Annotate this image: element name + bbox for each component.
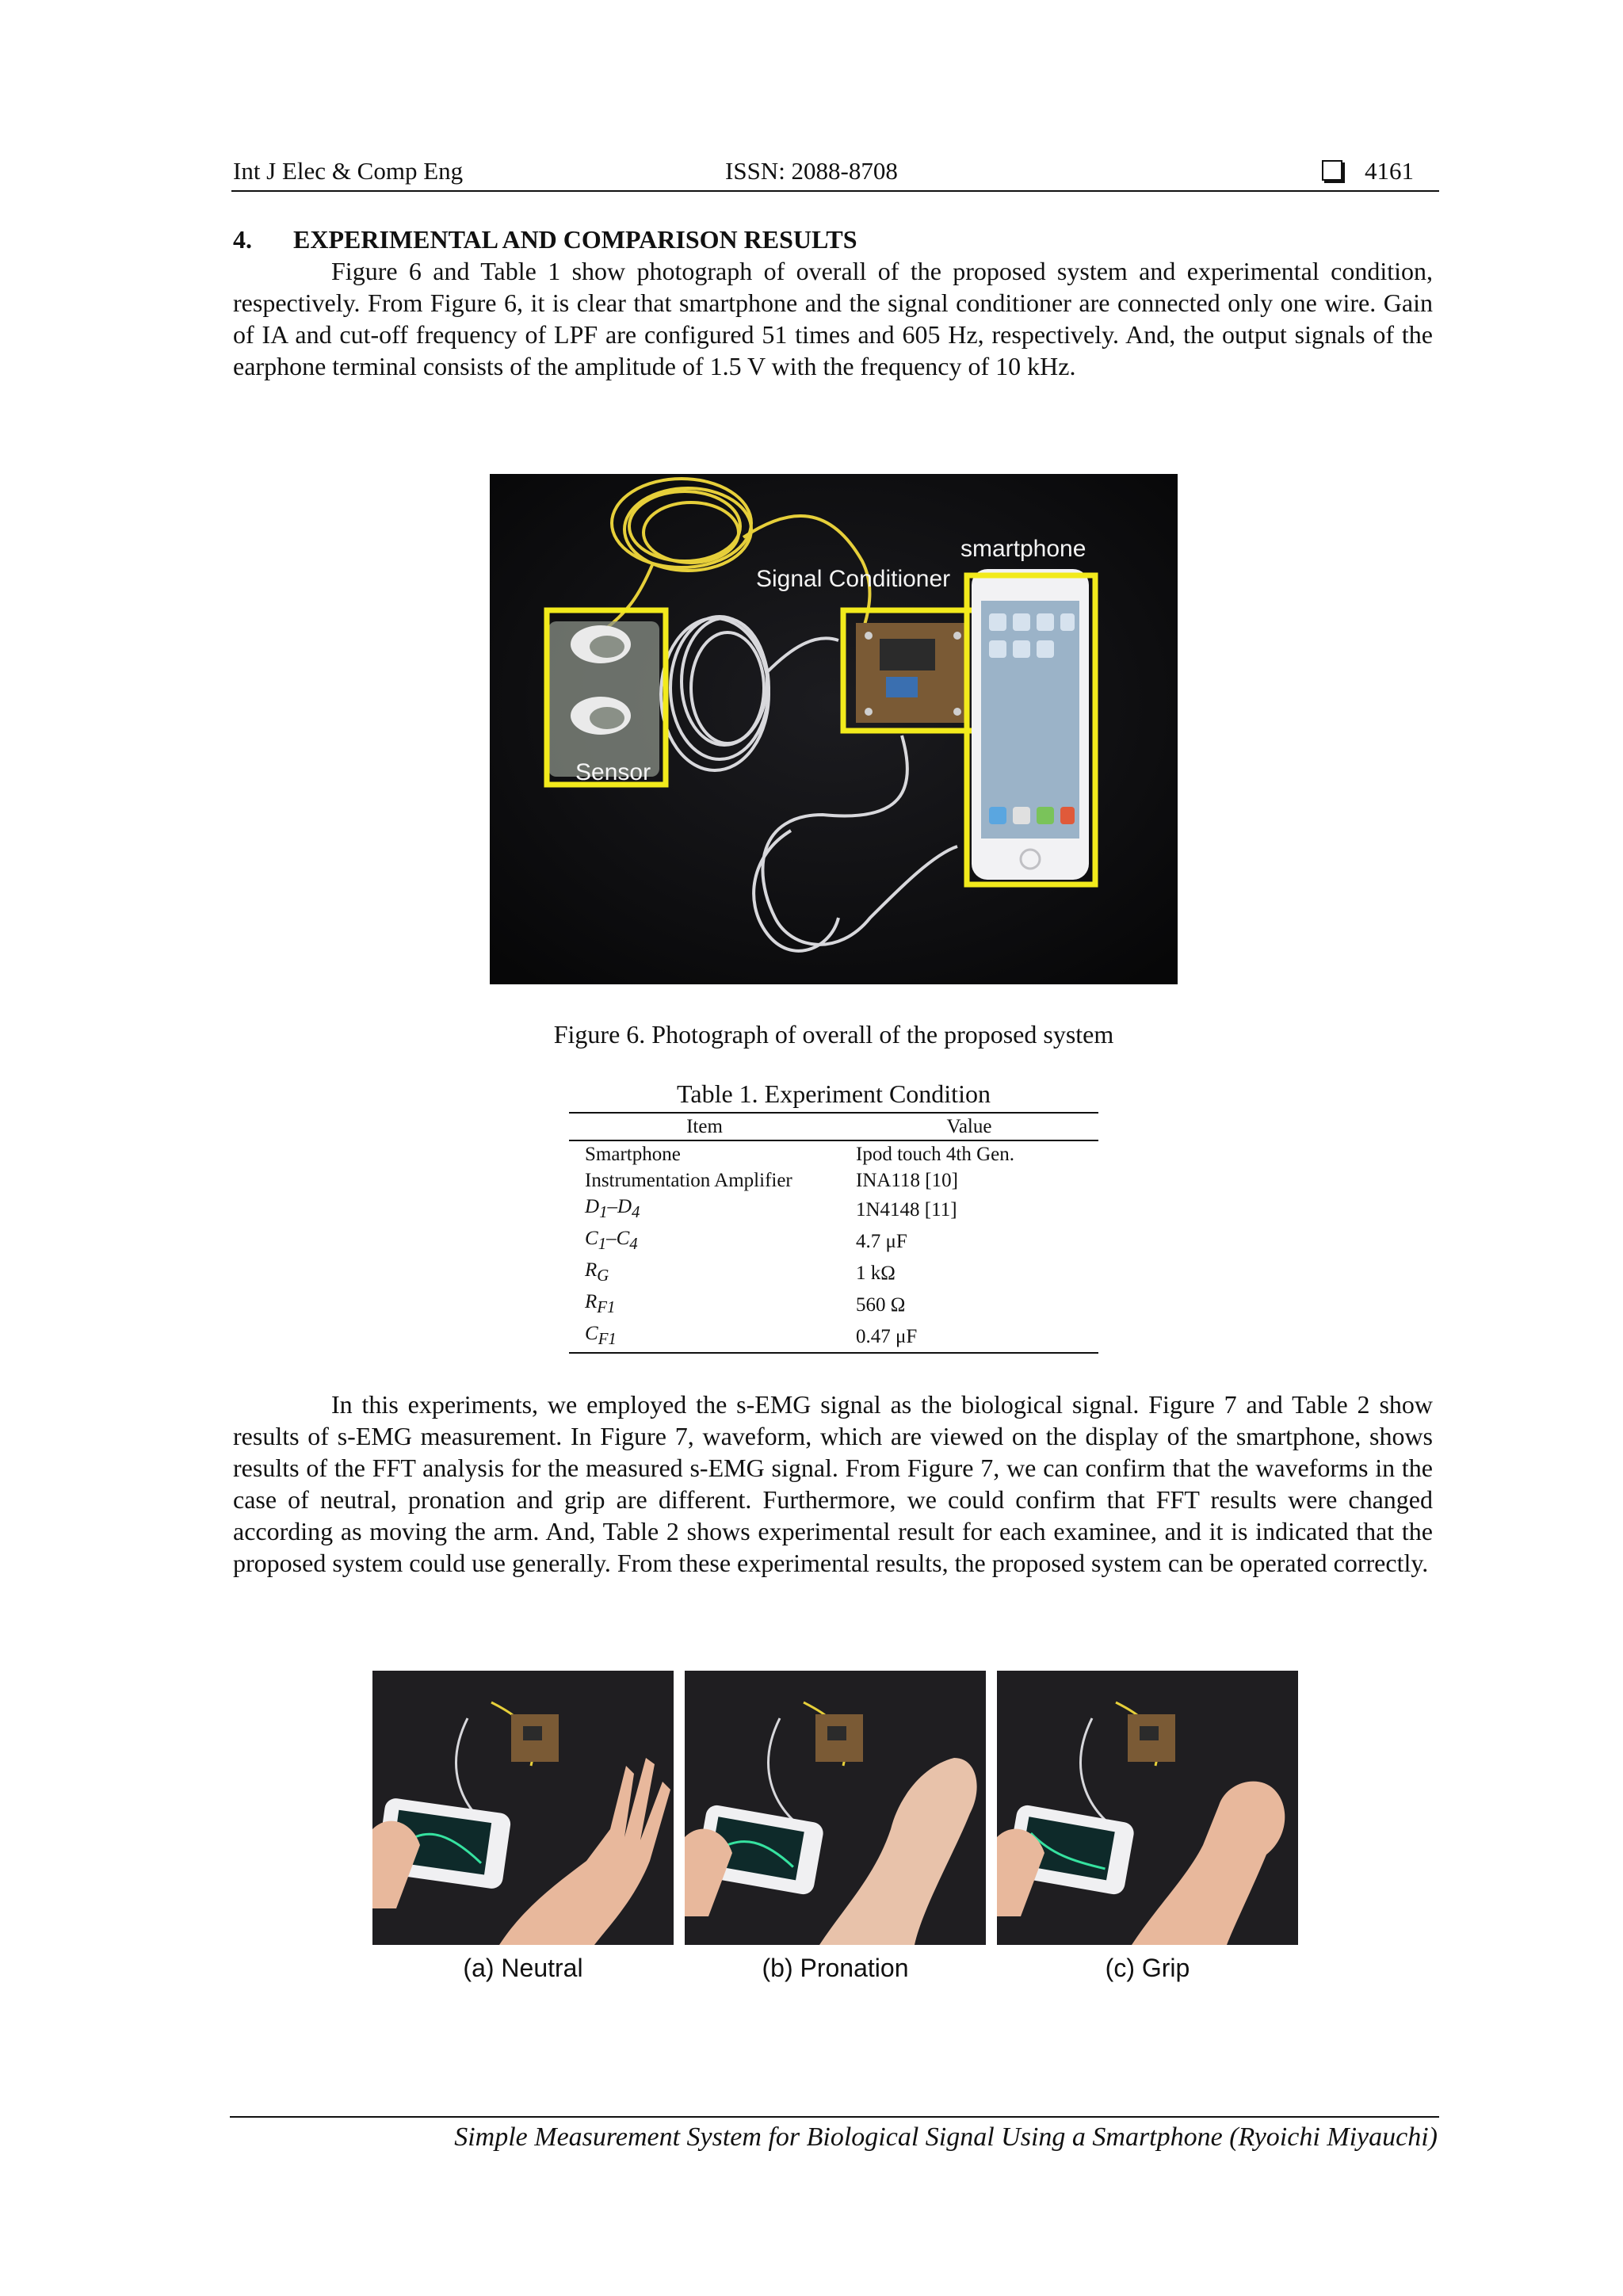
table-header-item: Item (569, 1113, 840, 1140)
table-cell-value: 0.47 μF (840, 1320, 1098, 1353)
running-header-issn: ISSN: 2088-8708 (725, 157, 898, 185)
table-cell-item: Instrumentation Amplifier (585, 1170, 792, 1191)
label-signal-conditioner: Signal Conditioner (756, 566, 951, 592)
pronation-hand-illustration (685, 1671, 986, 1945)
table-row (569, 1194, 1098, 1225)
table-cell-item: Smartphone (585, 1144, 681, 1165)
footer-rule (230, 2116, 1439, 2118)
paragraph-1 (233, 255, 1433, 382)
figure-6-photo (490, 474, 1178, 984)
table-1 (569, 1112, 1098, 1354)
table-header-row (569, 1113, 1098, 1140)
figure-6-caption: Figure 6. Photograph of overall of the proposed system (553, 1020, 1114, 1049)
table-cell-value: 1 kΩ (856, 1262, 896, 1284)
neutral-hand-illustration (372, 1671, 674, 1945)
table-cell-item: $R_G$ (585, 1259, 609, 1285)
page-number: 4161 (1365, 157, 1414, 185)
grip-hand-illustration (997, 1671, 1298, 1945)
table-row (569, 1140, 1098, 1167)
figure-7b-photo (685, 1671, 986, 1945)
paragraph-1-text: Figure 6 and Table 1 show photograph of overall of the proposed system and experimental condition, respectively. From Figure 6, it is clear that smartphone and the signal conditioner are connected only one wire. Gain of IA and cut-off frequency of LPF are configured 51 times and 605 Hz, respectively. And, the output signals of the earphone terminal consists of the amplitude of 1.5 V with the frequency of 10 kHz. (233, 257, 1433, 380)
section-title: EXPERIMENTAL AND COMPARISON RESULTS (293, 225, 857, 254)
table-cell-item: $C_{F1}$ (569, 1320, 840, 1353)
table-row (569, 1257, 1098, 1289)
figure-7c-caption: (c) Grip (1105, 1954, 1190, 1982)
paragraph-2-text: In this experiments, we employed the s-EMG signal as the biological signal. Figure 7 and Table 2 show results of s-EMG measurement. In Figure 7, waveform, which are viewed on the display of the smartphone, shows results of the FFT analysis for the measured s-EMG signal. From Figure 7, we can confirm that the waveforms in the case of neutral, pronation and grip are different. Furthermore, we could confirm that FFT results were changed according as moving the arm. And, Table 2 shows experimental result for each examinee, and it is indicated that the proposed system could use generally. From these experimental results, the proposed system can be operated correctly. (233, 1390, 1433, 1577)
table-cell-value: 4.7 μF (856, 1230, 907, 1252)
table-cell-value: 1N4148 [11] (856, 1198, 957, 1221)
label-smartphone: smartphone (960, 536, 1086, 562)
paragraph-2 (233, 1389, 1433, 1579)
table-cell-item: $D_1-D_4$ (585, 1196, 640, 1221)
table-row (569, 1225, 1098, 1257)
running-header-journal: Int J Elec & Comp Eng (233, 157, 464, 185)
table-row (569, 1167, 1098, 1194)
table-row (569, 1320, 1098, 1353)
table-1-title: Table 1. Experiment Condition (677, 1079, 991, 1108)
figure-7b-caption: (b) Pronation (762, 1954, 909, 1982)
running-footer: Simple Measurement System for Biological Signal Using a Smartphone (Ryoichi Miyauchi) (454, 2122, 1438, 2152)
section-heading (233, 223, 857, 255)
table-cell-value: 560 Ω (856, 1293, 906, 1316)
table-cell-item: $C_1-C_4$ (585, 1228, 638, 1253)
figure-7a-caption: (a) Neutral (463, 1954, 583, 1982)
figure-7c-photo (997, 1671, 1298, 1945)
figure-7a-photo (372, 1671, 674, 1945)
section-number: 4. (233, 225, 252, 254)
figure-6-illustration (490, 474, 1178, 984)
table-row (569, 1289, 1098, 1320)
running-header-page (1322, 155, 1414, 187)
table-cell-value: Ipod touch 4th Gen. (856, 1144, 1014, 1165)
table-header-value: Value (840, 1113, 1098, 1140)
table-cell-value: INA118 [10] (856, 1170, 958, 1191)
label-sensor: Sensor (575, 759, 651, 785)
header-rule (231, 190, 1439, 192)
square-bullet-icon (1322, 160, 1342, 181)
table-cell-item: $R_{F1}$ (585, 1291, 616, 1316)
